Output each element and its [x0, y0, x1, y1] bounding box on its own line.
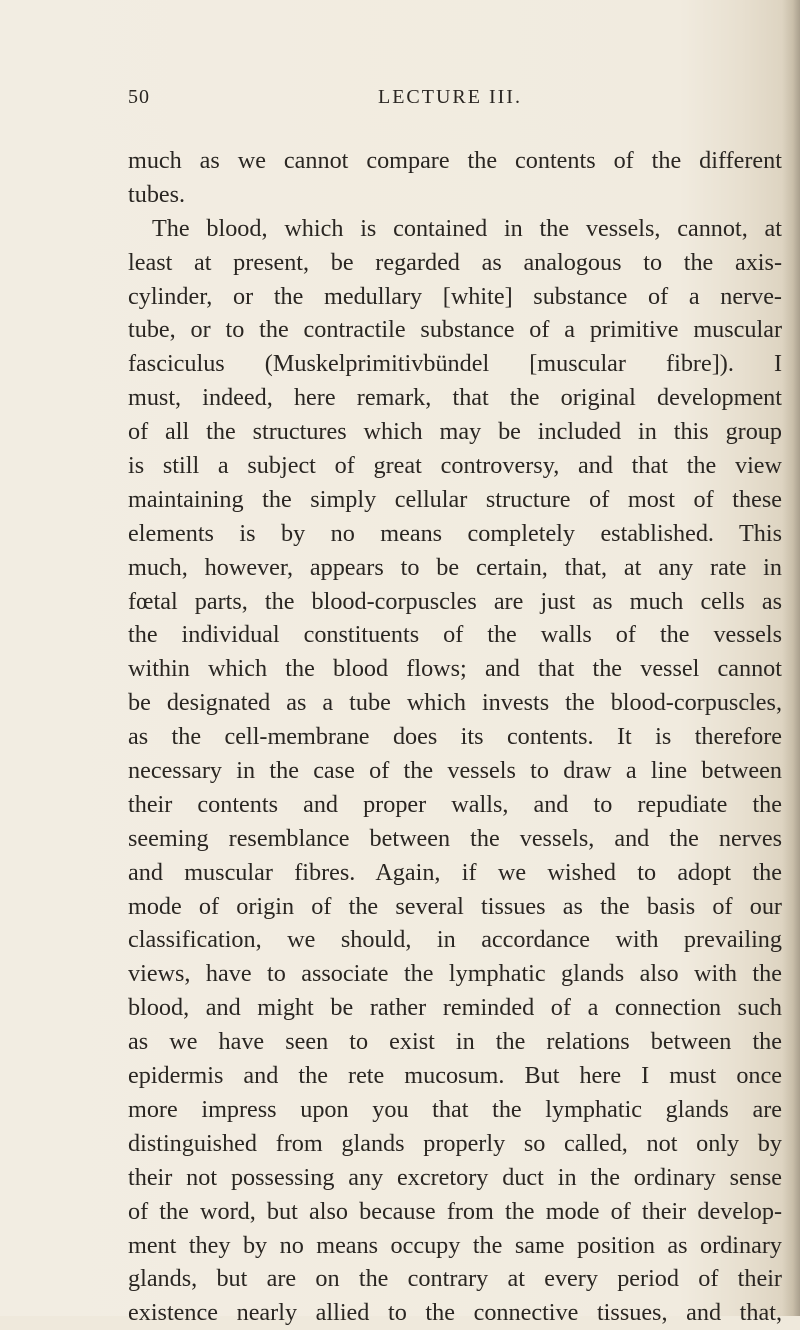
text-line: much, however, appears to be certain, that, at any rate in	[128, 553, 782, 581]
text-line: of all the structures which may be included in this group	[128, 418, 782, 446]
page-number: 50	[128, 86, 150, 108]
text-line: the individual constituents of the walls of the vessels	[128, 621, 782, 649]
text-line: maintaining the simply cellular structure of most of these	[128, 485, 782, 513]
text-line: be designated as a tube which invests the blood-corpuscles,	[128, 689, 782, 717]
text-line: their not possessing any excretory duct in the ordinary sense	[128, 1163, 782, 1191]
text-line: much as we cannot compare the contents of the different	[128, 147, 782, 174]
text-line: distinguished from glands properly so called, not only by	[128, 1129, 782, 1157]
text-line: and muscular fibres. Again, if we wished to adopt the	[128, 858, 782, 886]
text-line: classification, we should, in accordance with prevailing	[128, 926, 782, 954]
text-line: cylinder, or the medullary [white] substance of a nerve-	[128, 282, 782, 310]
text-line: more impress upon you that the lymphatic glands are	[128, 1095, 782, 1123]
text-line: least at present, be regarded as analogous to the axis-	[128, 248, 782, 276]
running-head: LECTURE III.	[378, 86, 522, 108]
text-line: mode of origin of the several tissues as the basis of our	[128, 892, 782, 920]
page-header	[128, 86, 782, 116]
text-line: fœtal parts, the blood-corpuscles are just as much cells as	[128, 587, 782, 615]
text-line: necessary in the case of the vessels to draw a line between	[128, 757, 782, 785]
page-edge-shadow	[782, 0, 800, 1316]
text-line: tube, or to the contractile substance of a primitive muscular	[128, 316, 782, 344]
body-text	[128, 144, 782, 1330]
text-line: epidermis and the rete mucosum. But here I must once	[128, 1062, 782, 1090]
text-line: must, indeed, here remark, that the original development	[128, 384, 782, 412]
text-line: The blood, which is contained in the vessels, cannot, at	[152, 214, 782, 242]
text-line: their contents and proper walls, and to repudiate the	[128, 790, 782, 818]
text-line: elements is by no means completely established. This	[128, 519, 782, 547]
text-line: is still a subject of great controversy, and that the view	[128, 452, 782, 480]
text-line: blood, and might be rather reminded of a connection such	[128, 994, 782, 1022]
text-line: of the word, but also because from the mode of their develop-	[128, 1197, 782, 1225]
text-line: as the cell-membrane does its contents. It is therefore	[128, 723, 782, 751]
text-line: as we have seen to exist in the relations between the	[128, 1028, 782, 1056]
text-line: fasciculus (Muskelprimitivbündel [muscular fibre]). I	[128, 350, 782, 378]
text-line: seeming resemblance between the vessels, and the nerves	[128, 824, 782, 852]
text-line: ment they by no means occupy the same position as ordinary	[128, 1231, 782, 1259]
text-line: within which the blood flows; and that the vessel cannot	[128, 655, 782, 683]
text-line: views, have to associate the lymphatic glands also with the	[128, 960, 782, 988]
text-line: glands, but are on the contrary at every period of their	[128, 1265, 782, 1293]
text-line: existence nearly allied to the connective tissues, and that,	[128, 1299, 782, 1327]
text-line: tubes.	[128, 180, 186, 208]
